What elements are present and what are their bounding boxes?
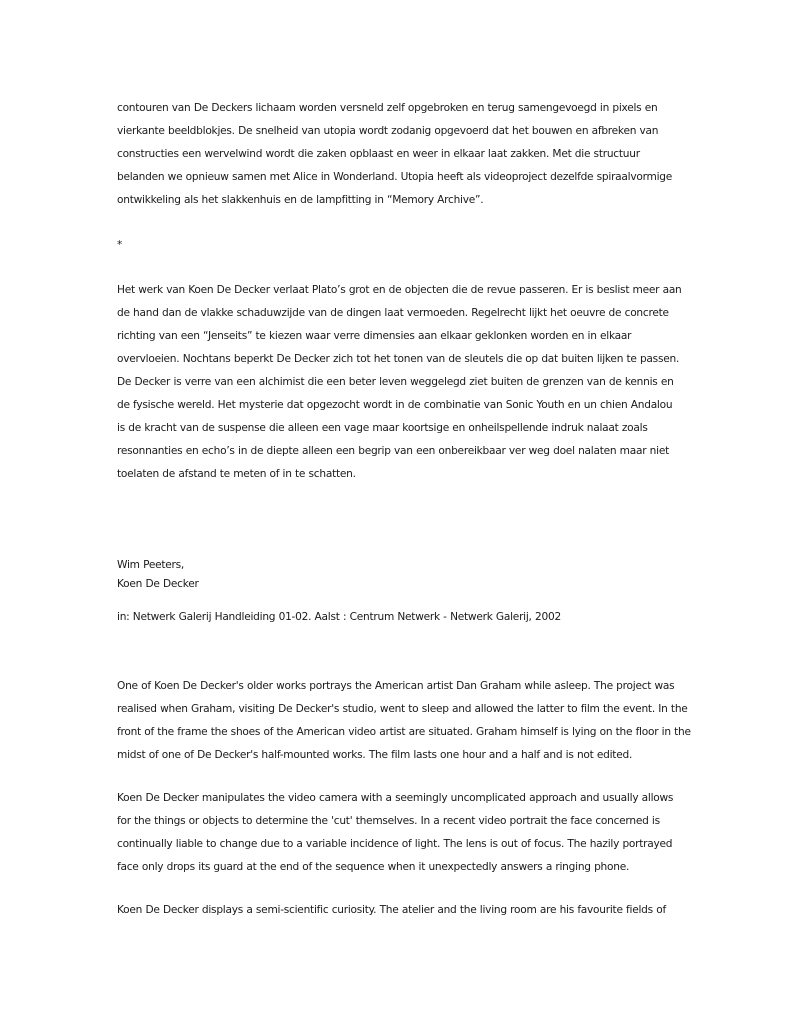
source-citation: in: Netwerk Galerij Handleiding 01-02. Aalst : Centrum Netwerk - Netwerk Galerij, 2002: [117, 611, 561, 623]
para2-line-2: de hand dan de vlakke schaduwzijde van de dingen laat vermoeden. Regelrecht lijkt het oeuvre de concrete: [117, 307, 669, 319]
para1-line-5: ontwikkeling als het slakkenhuis en de lampfitting in “Memory Archive”.: [117, 194, 484, 206]
para2-line-6: de fysische wereld. Het mysterie dat opgezocht wordt in de combinatie van Sonic Youth en un chien Andalou: [117, 399, 673, 411]
para2-line-8: resonnanties en echo’s in de diepte alleen een begrip van een onbereikbaar ver weg doel nalaten maar niet: [117, 445, 669, 457]
para1-line-3: constructies een wervelwind wordt die zaken opblaast en weer in elkaar laat zakken. Met die structuur: [117, 148, 640, 160]
para1-line-2: vierkante beeldblokjes. De snelheid van utopia wordt zodanig opgevoerd dat het bouwen en afbreken van: [117, 125, 659, 137]
para2-line-1: Het werk van Koen De Decker verlaat Plato’s grot en de objecten die de revue passeren. Er is beslist meer aan: [117, 284, 682, 296]
para2-line-4: overvloeien. Nochtans beperkt De Decker zich tot het tonen van de sleutels die op dat buiten lijken te passen.: [117, 353, 680, 365]
para1-line-1: contouren van De Deckers lichaam worden versneld zelf opgebroken en terug samengevoegd in pixels en: [117, 102, 658, 114]
para4-line-4: face only drops its guard at the end of the sequence when it unexpectedly answers a ringing phone.: [117, 861, 630, 873]
para3-line-3: front of the frame the shoes of the American video artist are situated. Graham himself is lying on the floor in the: [117, 726, 691, 738]
para3-line-2: realised when Graham, visiting De Decker's studio, went to sleep and allowed the latter to film the event. In the: [117, 703, 688, 715]
para4-line-1: Koen De Decker manipulates the video camera with a seemingly uncomplicated approach and usually allows: [117, 792, 674, 804]
para3-line-1: One of Koen De Decker's older works portrays the American artist Dan Graham while asleep. The project was: [117, 680, 675, 692]
para3-line-4: midst of one of De Decker's half-mounted works. The film lasts one hour and a half and is not edited.: [117, 749, 633, 761]
para2-line-7: is de kracht van de suspense die alleen een vage maar koortsige en onheilspellende indruk nalaat zoals: [117, 422, 648, 434]
section-separator: *: [117, 239, 123, 251]
para2-line-3: richting van een “Jenseits” te kiezen waar verre dimensies aan elkaar geklonken worden en in elkaar: [117, 330, 632, 342]
para2-line-9: toelaten de afstand te meten of in te schatten.: [117, 468, 356, 480]
para4-line-3: continually liable to change due to a variable incidence of light. The lens is out of focus. The hazily portrayed: [117, 838, 673, 850]
para4-line-2: for the things or objects to determine the 'cut' themselves. In a recent video portrait the face concerned is: [117, 815, 660, 827]
subject-name: Koen De Decker: [117, 578, 199, 590]
para2-line-5: De Decker is verre van een alchimist die een beter leven weggelegd ziet buiten de grenzen van de kennis en: [117, 376, 674, 388]
para1-line-4: belanden we opnieuw samen met Alice in Wonderland. Utopia heeft als videoproject dezelfde spiraalvormige: [117, 171, 673, 183]
para5-line-1: Koen De Decker displays a semi-scientific curiosity. The atelier and the living room are his favourite fields of: [117, 904, 666, 916]
author-name: Wim Peeters,: [117, 559, 185, 571]
